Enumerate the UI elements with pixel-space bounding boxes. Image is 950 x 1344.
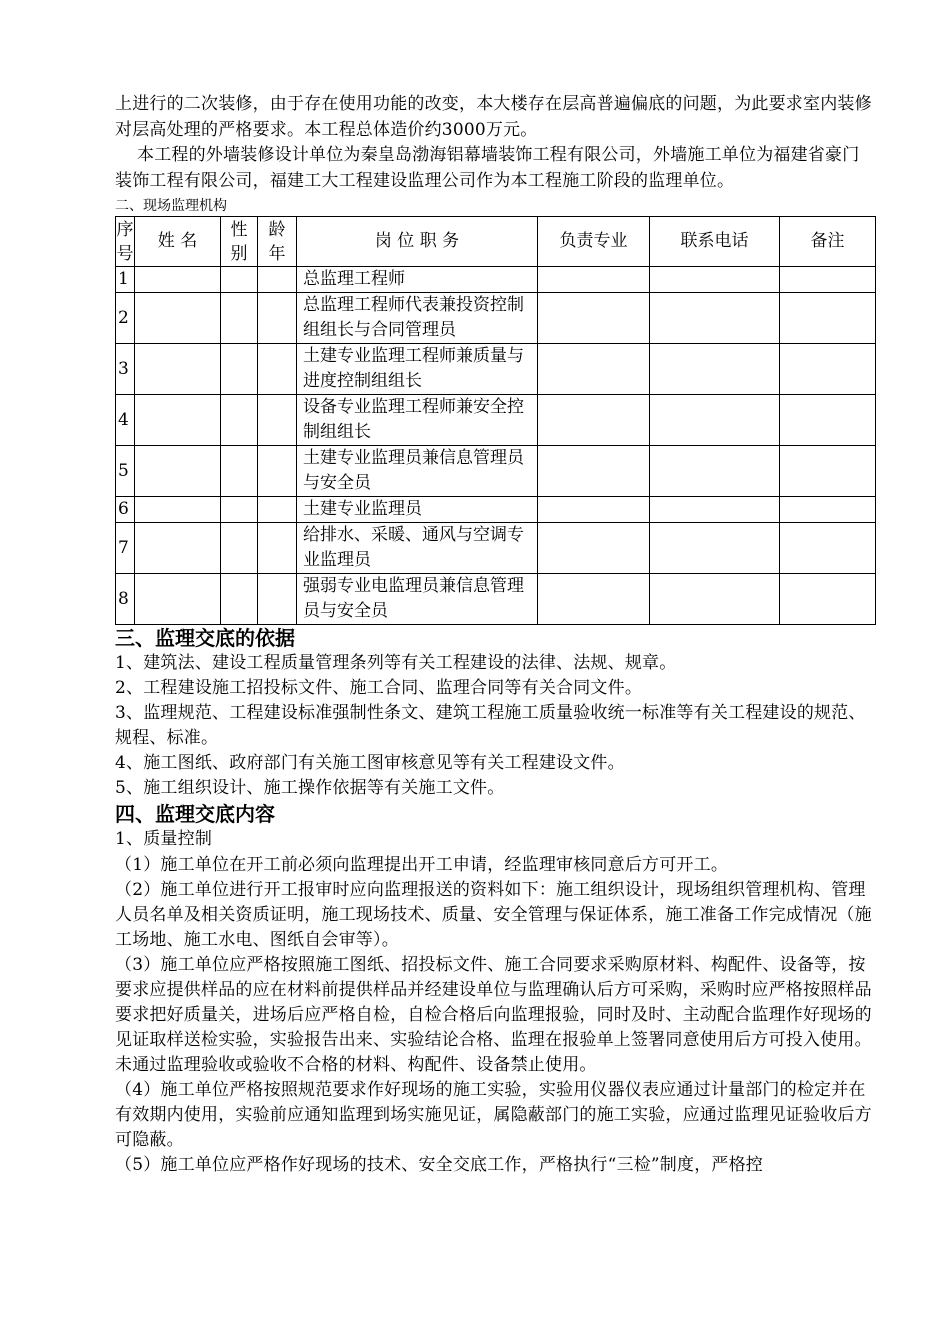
staff-row-name bbox=[135, 267, 221, 293]
staff-row-name bbox=[135, 574, 221, 625]
staff-row bbox=[116, 267, 876, 293]
staff-row-no: 3 bbox=[116, 344, 135, 395]
staff-row bbox=[116, 497, 876, 523]
staff-row-remark bbox=[780, 267, 876, 293]
section3-item: 3、监理规范、工程建设标准强制性条文、建筑工程施工质量验收统一标准等有关工程建设的规范、规程、标准。 bbox=[115, 703, 866, 748]
section3-item: 2、工程建设施工招投标文件、施工合同、监理合同等有关合同文件。 bbox=[115, 678, 643, 698]
section4-title: 四、监理交底内容 bbox=[115, 802, 275, 826]
staff-row-name bbox=[135, 344, 221, 395]
header-no: 序号 bbox=[116, 217, 135, 267]
section3-item: 4、施工图纸、政府部门有关施工图审核意见等有关工程建设文件。 bbox=[115, 753, 625, 773]
staff-row-phone bbox=[650, 497, 780, 523]
staff-row-name bbox=[135, 446, 221, 497]
section2-title: 二、现场监理机构 bbox=[115, 198, 227, 214]
staff-row-specialty bbox=[538, 395, 650, 446]
staff-row-gender bbox=[221, 574, 258, 625]
staff-row-position: 土建专业监理工程师兼质量与进度控制组组长 bbox=[297, 344, 538, 395]
staff-row bbox=[116, 523, 876, 574]
staff-row-age bbox=[258, 497, 297, 523]
staff-row-specialty bbox=[538, 523, 650, 574]
intro-paragraph-1: 上进行的二次装修，由于存在使用功能的改变，本大楼存在层高普遍偏底的问题，为此要求室内装修对层高处理的严格要求。本工程总体造价约3000万元。 bbox=[115, 94, 872, 140]
staff-row-name bbox=[135, 293, 221, 344]
staff-row-position: 强弱专业电监理员兼信息管理员与安全员 bbox=[297, 574, 538, 625]
section3-title: 三、监理交底的依据 bbox=[115, 626, 295, 650]
staff-row-gender bbox=[221, 344, 258, 395]
staff-row-phone bbox=[650, 523, 780, 574]
staff-row-age bbox=[258, 523, 297, 574]
staff-row-specialty bbox=[538, 497, 650, 523]
staff-row-age bbox=[258, 446, 297, 497]
staff-row-phone bbox=[650, 574, 780, 625]
staff-row-no: 8 bbox=[116, 574, 135, 625]
staff-row-specialty bbox=[538, 293, 650, 344]
staff-row-position: 设备专业监理工程师兼安全控制组组长 bbox=[297, 395, 538, 446]
staff-row-no: 4 bbox=[116, 395, 135, 446]
staff-row-remark bbox=[780, 395, 876, 446]
staff-row-age bbox=[258, 395, 297, 446]
staff-row-remark bbox=[780, 446, 876, 497]
staff-row-age bbox=[258, 344, 297, 395]
staff-row-gender bbox=[221, 523, 258, 574]
staff-row-name bbox=[135, 497, 221, 523]
staff-row bbox=[116, 446, 876, 497]
staff-row bbox=[116, 344, 876, 395]
staff-row-specialty bbox=[538, 267, 650, 293]
staff-row-age bbox=[258, 293, 297, 344]
staff-row-position: 给排水、采暖、通风与空调专业监理员 bbox=[297, 523, 538, 574]
staff-row-position: 土建专业监理员 bbox=[297, 497, 538, 523]
staff-row-remark bbox=[780, 497, 876, 523]
staff-row-no: 1 bbox=[116, 267, 135, 293]
section4-item: （3）施工单位应严格按照施工图纸、招投标文件、施工合同要求采购原材料、构配件、设备等，按要求应提供样品的应在材料前提供样品并经建设单位与监理确认后方可采购，采购时应严格按照样品要求把好质量关，进场后应严格自检，自检合格后向监理报验，同时及时、主动配合监理作好现场的见证取样送检实验，实验报告出来、实验结论合格、监理在报验单上签署同意使用后方可投入使用。未通过监理验收或验收不合格的材料、构配件、设备禁止使用。 bbox=[115, 954, 872, 1075]
section4-item: （1）施工单位在开工前必须向监理提出开工申请，经监理审核同意后方可开工。 bbox=[115, 854, 729, 875]
section3-item: 5、施工组织设计、施工操作依据等有关施工文件。 bbox=[115, 778, 505, 798]
intro-paragraph-2: 本工程的外墙装修设计单位为秦皇岛渤海铝幕墙装饰工程有限公司，外墙施工单位为福建省豪门装饰工程有限公司，福建工大工程建设监理公司作为本工程施工阶段的监理单位。 bbox=[115, 145, 860, 191]
section4-subtitle: 1、质量控制 bbox=[115, 829, 213, 849]
header-phone: 联系电话 bbox=[650, 217, 780, 267]
staff-row-specialty bbox=[538, 446, 650, 497]
staff-row-specialty bbox=[538, 344, 650, 395]
section3-item: 1、建筑法、建设工程质量管理条列等有关工程建设的法律、法规、规章。 bbox=[115, 653, 677, 673]
staff-row-gender bbox=[221, 267, 258, 293]
staff-row-no: 2 bbox=[116, 293, 135, 344]
section4-list bbox=[115, 853, 875, 1178]
staff-row bbox=[116, 574, 876, 625]
header-remark: 备注 bbox=[780, 217, 876, 267]
staff-row-phone bbox=[650, 446, 780, 497]
staff-row-gender bbox=[221, 497, 258, 523]
staff-row-no: 7 bbox=[116, 523, 135, 574]
staff-row-no: 5 bbox=[116, 446, 135, 497]
staff-row-position: 总监理工程师 bbox=[297, 267, 538, 293]
staff-row-phone bbox=[650, 267, 780, 293]
header-position: 岗 位 职 务 bbox=[297, 217, 538, 267]
staff-row-phone bbox=[650, 344, 780, 395]
staff-row-gender bbox=[221, 395, 258, 446]
staff-row-gender bbox=[221, 446, 258, 497]
staff-row bbox=[116, 395, 876, 446]
staff-row-age bbox=[258, 267, 297, 293]
section4-item: （4）施工单位严格按照规范要求作好现场的施工实验，实验用仪器仪表应通过计量部门的检定并在有效期内使用，实验前应通知监理到场实施见证，属隐蔽部门的施工实验，应通过监理见证验收后方可隐蔽。 bbox=[115, 1079, 872, 1150]
staff-row-position: 总监理工程师代表兼投资控制组组长与合同管理员 bbox=[297, 293, 538, 344]
staff-row-position: 土建专业监理员兼信息管理员与安全员 bbox=[297, 446, 538, 497]
staff-row-phone bbox=[650, 293, 780, 344]
staff-row bbox=[116, 293, 876, 344]
header-specialty: 负责专业 bbox=[538, 217, 650, 267]
document-page bbox=[115, 92, 875, 1178]
section3-list bbox=[115, 651, 875, 801]
staff-row-name bbox=[135, 523, 221, 574]
staff-table-header bbox=[116, 217, 876, 267]
staff-row-phone bbox=[650, 395, 780, 446]
header-name: 姓 名 bbox=[135, 217, 221, 267]
staff-row-name bbox=[135, 395, 221, 446]
header-gender: 性别 bbox=[221, 217, 258, 267]
staff-row-no: 6 bbox=[116, 497, 135, 523]
staff-table bbox=[115, 216, 876, 625]
staff-row-remark bbox=[780, 523, 876, 574]
staff-row-remark bbox=[780, 574, 876, 625]
staff-row-remark bbox=[780, 344, 876, 395]
staff-row-remark bbox=[780, 293, 876, 344]
header-age: 龄年 bbox=[258, 217, 297, 267]
section4-item: （2）施工单位进行开工报审时应向监理报送的资料如下：施工组织设计，现场组织管理机构、管理人员名单及相关资质证明，施工现场技术、质量、安全管理与保证体系，施工准备工作完成情况（施工场地、施工水电、图纸自会审等）。 bbox=[115, 879, 872, 950]
staff-row-gender bbox=[221, 293, 258, 344]
staff-row-age bbox=[258, 574, 297, 625]
staff-row-specialty bbox=[538, 574, 650, 625]
section4-item: （5）施工单位应严格作好现场的技术、安全交底工作，严格执行“三检”制度，严格控 bbox=[115, 1154, 763, 1175]
